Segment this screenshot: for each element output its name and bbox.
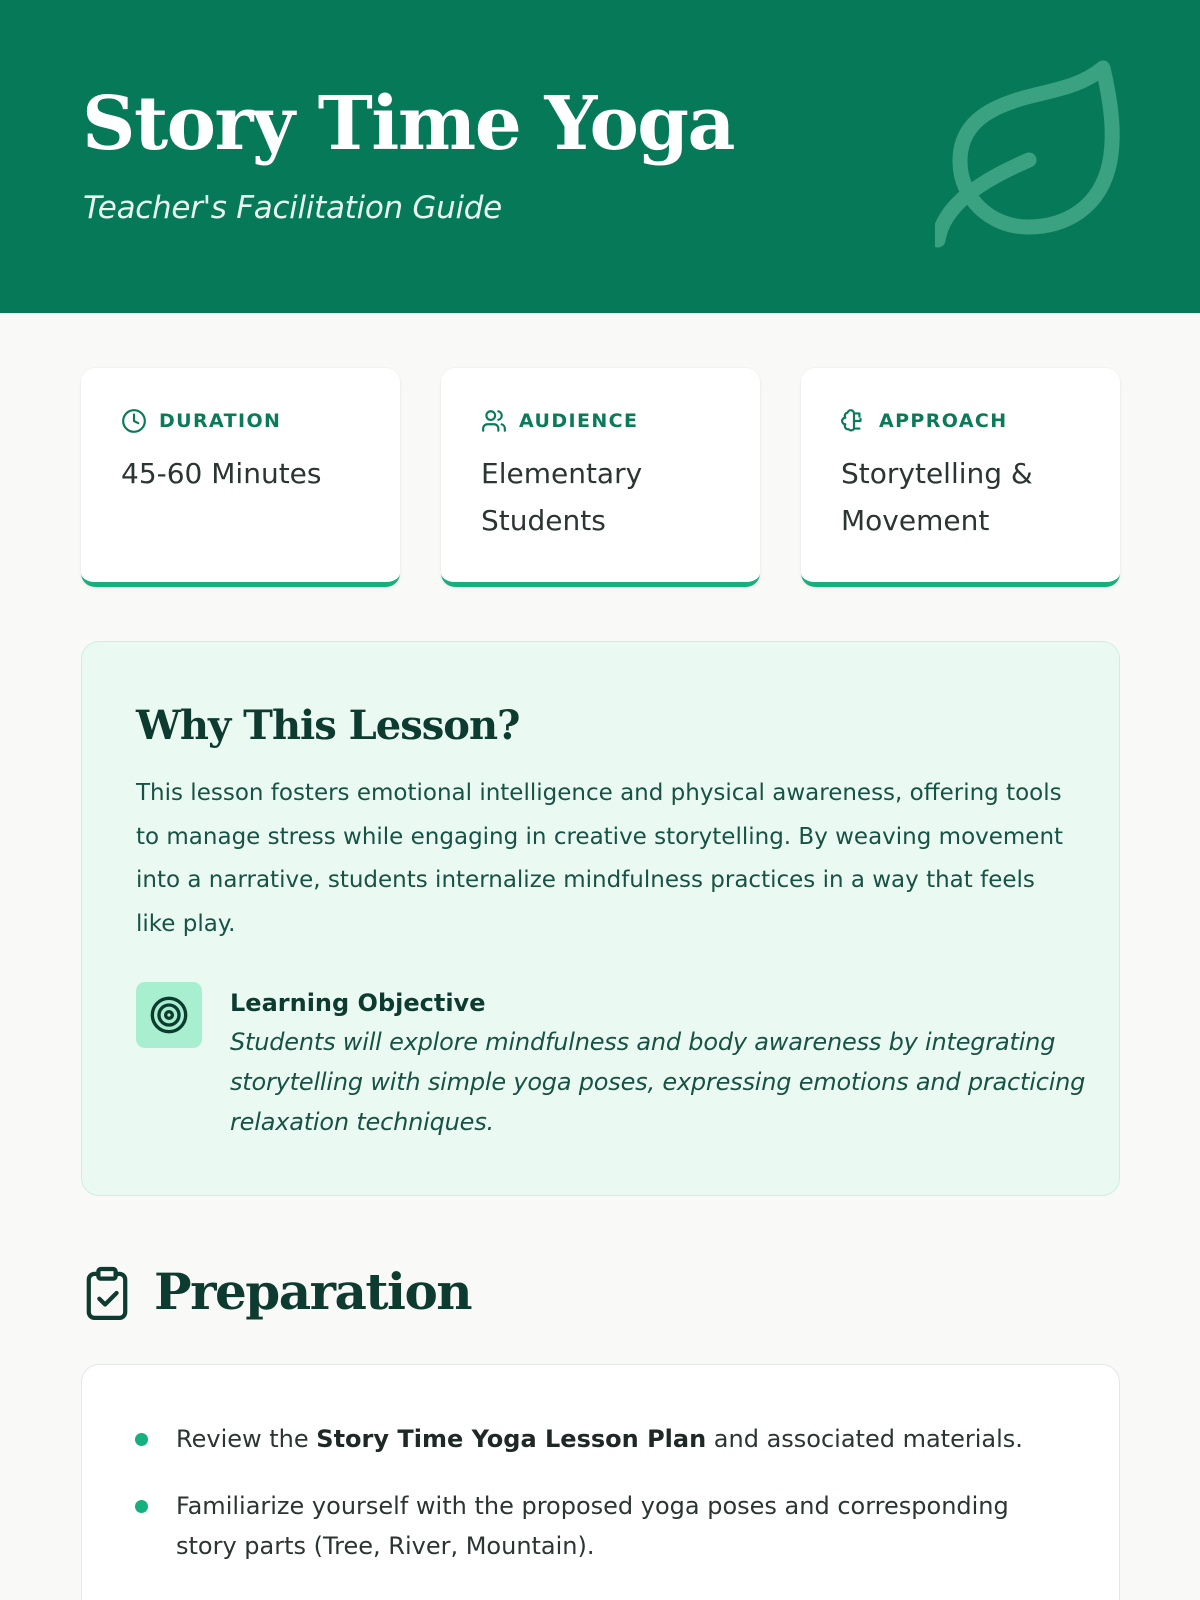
list-item: Familiarize yourself with the proposed yoga poses and corresponding story parts (Tree, River, Mountain). [176,1486,1076,1566]
page-subtitle: Teacher's Facilitation Guide [83,190,502,226]
list-item: Review the Story Time Yoga Lesson Plan and associated materials. [176,1419,1076,1459]
preparation-list [81,1364,1120,1600]
clipboard-check-icon [84,1266,130,1320]
bullet-dot [135,1500,148,1513]
approach-value: Storytelling & Movement [841,457,1033,537]
brain-icon [841,408,867,434]
users-icon [481,408,507,434]
leaf-icon [935,58,1135,258]
objective-text: Students will explore mindfulness and body awareness by integrating storytelling with simple yoga poses, expressing emotions and practicing relaxation techniques. [230,1028,1086,1136]
preparation-title: Preparation [154,1262,472,1321]
clock-icon [121,408,147,434]
audience-card [441,368,760,587]
duration-label: DURATION [159,410,282,432]
audience-value: Elementary Students [481,457,643,537]
bullet-dot [135,1433,148,1446]
why-title: Why This Lesson? [136,702,520,749]
approach-label: APPROACH [879,410,1008,432]
approach-card [801,368,1120,587]
page-title: Story Time Yoga [82,81,734,167]
audience-label: AUDIENCE [519,410,639,432]
page-header [0,0,1200,313]
why-this-lesson-panel [81,641,1120,1196]
why-body: This lesson fosters emotional intelligence and physical awareness, offering tools to manage stress while engaging in creative storytelling. By weaving movement into a narrative, students internalize mindfulness practices in a way that feels like play. [136,780,1064,937]
objective-title: Learning Objective [230,989,486,1017]
duration-card [81,368,400,587]
duration-value: 45-60 Minutes [121,457,322,490]
target-icon [149,995,189,1035]
objective-icon-badge [136,982,202,1048]
